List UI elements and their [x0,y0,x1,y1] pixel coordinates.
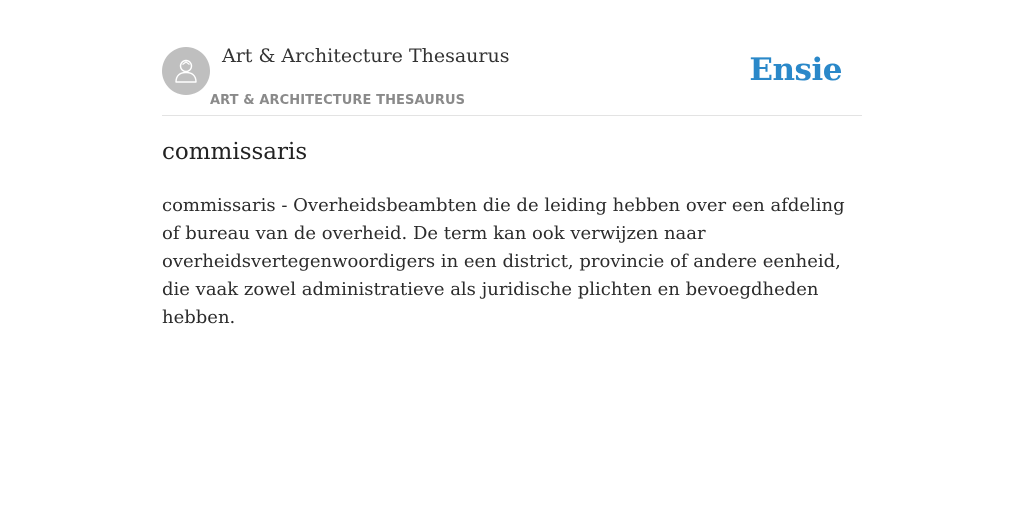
brand-logo[interactable]: Ensie [749,52,842,88]
author-name[interactable]: Art & Architecture Thesaurus [222,45,510,67]
page-container [162,0,862,328]
header [162,0,862,116]
source-label[interactable]: ART & ARCHITECTURE THESAURUS [210,93,466,108]
term-definition: commissaris - Overheidsbeambten die de leiding hebben over een afdeling of bureau van de overheid. De term kan ook verwijzen naar overheidsvertegenwoordigers in een district, provincie of andere eenheid, die vaak zowel administratieve als juridische plichten en bevoegdheden hebben. [162,195,845,328]
avatar[interactable] [162,47,210,95]
user-icon [171,56,201,86]
term-title: commissaris [162,139,308,165]
